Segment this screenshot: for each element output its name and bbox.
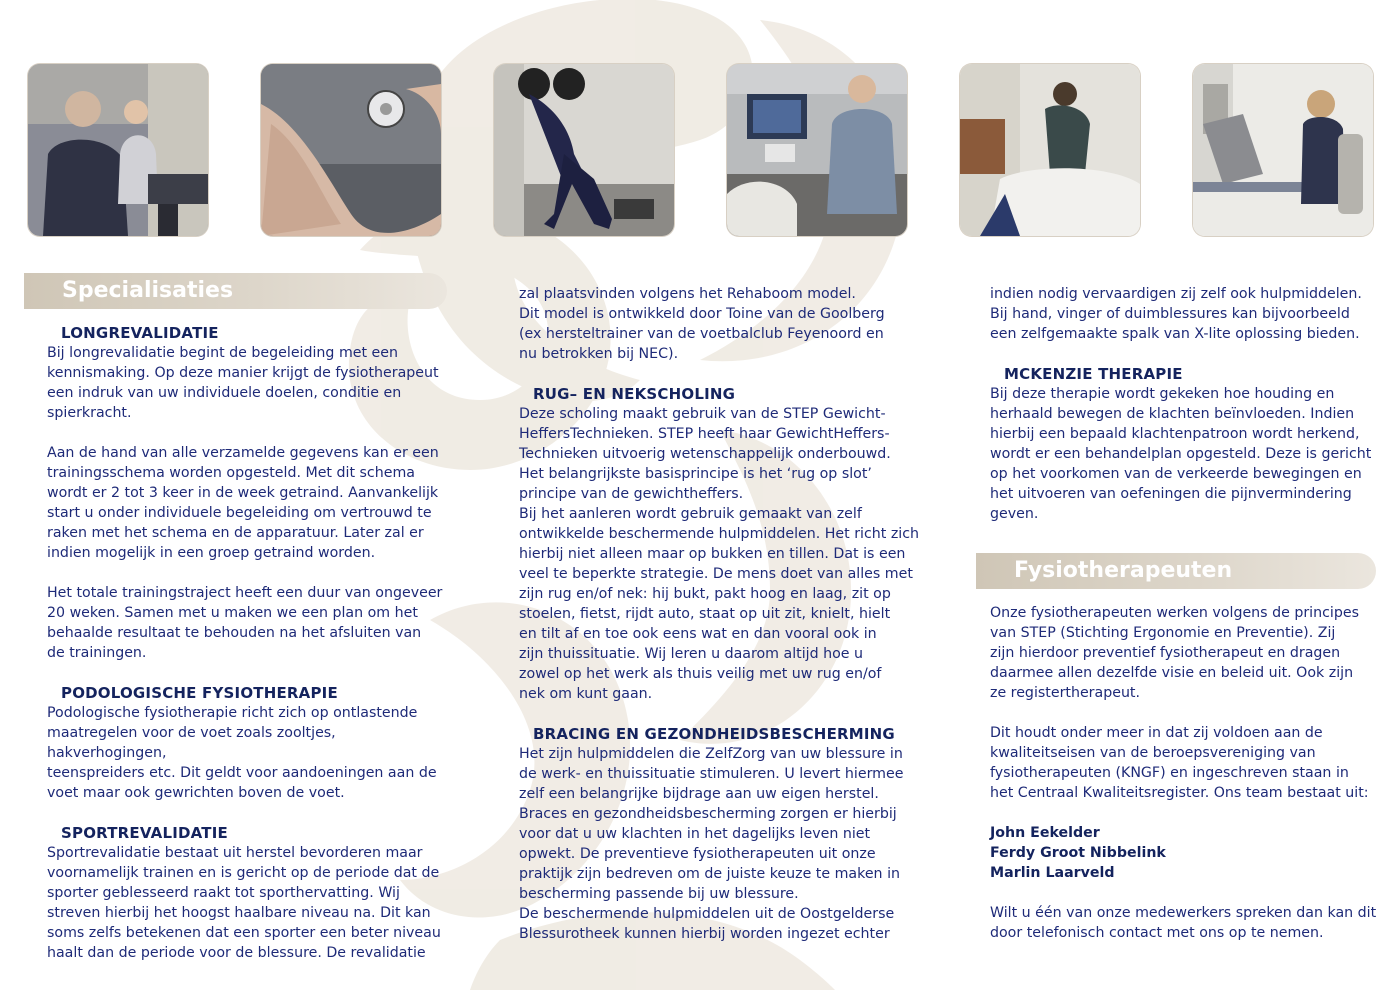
column-middle xyxy=(519,284,939,944)
heading-mckenzie-therapie: MCKENZIE THERAPIE xyxy=(1004,365,1183,383)
paragraph: zal plaatsvinden volgens het Rehaboom model. Dit model is ontwikkeld door Toine van de Goolberg (ex hersteltrainer van de voetbalclub Feyenoord en nu betrokken bij NEC). xyxy=(519,286,885,362)
paragraph: Onze fysiotherapeuten werken volgens de principes van STEP (Stichting Ergonomie en Preventie). Zij zijn hierdoor preventief fysiotherapeut en dragen daarmee allen dezelfde visie en beleid uit. Ook zijn ze registertherapeut. xyxy=(990,605,1359,701)
paragraph: Deze scholing maakt gebruik van de STEP Gewicht- HeffersTechnieken. STEP heeft haar GewichtHeffers- Technieken uitvoerig wetenschappelijk onderbouwd. Het belangrijkste basisprincipe is het ‘rug op slot’ principe van de gewichtheffers. Bij het aanleren wordt gebruik gemaakt van zelf ontwikkelde beschermende hulpmiddelen. Het richt zich hierbij niet alleen maar op bukken en tillen. Dat is een veel te beperkte strategie. De mens doet van alles met zijn rug en/of nek: hij bukt, pakt hoog en laag, zit op stoelen, fietst, rijdt auto, staat op uit zit, knielt, hielt en tilt af en toe ook eens wat en dan vooral ook in zijn thuissituatie. Wij leren u daarom altijd hoe u zowel op het werk als thuis veilig met uw rug en/of nek om kunt gaan. xyxy=(519,406,920,702)
heading-podologische-fysiotherapie: PODOLOGISCHE FYSIOTHERAPIE xyxy=(61,684,338,702)
section-header-specialisaties xyxy=(24,273,447,309)
column-right xyxy=(990,284,1380,524)
section-header-fysiotherapeuten xyxy=(976,553,1376,589)
paragraph: Podologische fysiotherapie richt zich op ontlastende maatregelen voor de voet zoals zooltjes, hakverhogingen, teenspreiders etc. Dit geldt voor aandoeningen aan de voet maar ook gewrichten boven de voet. xyxy=(47,705,437,801)
photo-image xyxy=(28,64,208,236)
paragraph: Dit houdt onder meer in dat zij voldoen aan de kwaliteitseisen van de beroepsvereniging van fysiotherapeuten (KNGF) en ingeschreven staan in het Centraal Kwaliteitsregister. Ons team bestaat uit: xyxy=(990,725,1369,801)
paragraph: Bij deze therapie wordt gekeken hoe houding en herhaald bewegen de klachten beïnvloeden. Indien hierbij een bepaald klachtenpatroon wordt herkend, wordt er een behandelplan opgesteld. Deze is gericht op het voorkomen van de verkeerde bewegingen en het uitvoeren van oefeningen die pijnvermindering geven. xyxy=(990,386,1372,522)
photo-longrevalidatie xyxy=(28,64,208,236)
photo-image xyxy=(494,64,674,236)
heading-longrevalidatie: LONGREVALIDATIE xyxy=(61,324,219,342)
photo-sportrevalidatie xyxy=(494,64,674,236)
team-member: Marlin Laarveld xyxy=(990,865,1115,881)
heading-bracing: BRACING EN GEZONDHEIDSBESCHERMING xyxy=(533,725,895,743)
heading-sportrevalidatie: SPORTREVALIDATIE xyxy=(61,824,228,842)
paragraph: Aan de hand van alle verzamelde gegevens kan er een trainingsschema worden opgesteld. Met dit schema wordt er 2 tot 3 keer in de week getraind. Aanvankelijk start u onder individuele begeleiding om vertrouwd te raken met het schema en de apparatuur. Later zal er indien mogelijk in een groep getraind worden. xyxy=(47,445,439,561)
heading-rug-en-nekscholing: RUG– EN NEKSCHOLING xyxy=(533,385,736,403)
photo-image xyxy=(960,64,1140,236)
photo-ergonomie xyxy=(1193,64,1373,236)
photo-image xyxy=(261,64,441,236)
paragraph: indien nodig vervaardigen zij zelf ook hulpmiddelen. Bij hand, vinger of duimblessures kan bijvoorbeeld een zelfgemaakte spalk van X-lite oplossing bieden. xyxy=(990,286,1362,342)
team-member: Ferdy Groot Nibbelink xyxy=(990,845,1166,861)
paragraph: Bij longrevalidatie begint de begeleiding met een kennismaking. Op deze manier krijgt de fysiotherapeut een indruk van uw individuele doelen, conditie en spierkracht. xyxy=(47,345,439,421)
photo-podologie xyxy=(261,64,441,236)
paragraph: Het zijn hulpmiddelen die ZelfZorg van uw blessure in de werk- en thuissituatie stimuleren. U levert hiermee zelf een belangrijke bijdrage aan uw eigen herstel. Braces en gezondheidsbescherming zorgen er hierbij voor dat u uw klachten in het dagelijks leven niet opwekt. De preventieve fysiotherapeuten uit onze praktijk zijn bedreven om de juiste keuze te maken in bescherming passende bij uw blessure. De beschermende hulpmiddelen uit de Oostgelderse Blessurotheek kunnen hierbij worden ingezet echter xyxy=(519,746,904,942)
paragraph: Wilt u één van onze medewerkers spreken dan kan dit door telefonisch contact met ons op te nemen. xyxy=(990,905,1377,941)
section-title: Specialisaties xyxy=(62,278,234,303)
paragraph: Het totale trainingstraject heeft een duur van ongeveer 20 weken. Samen met u maken we een plan om het behaalde resultaat te behouden na het afsluiten van de trainingen. xyxy=(47,585,443,661)
paragraph: Sportrevalidatie bestaat uit herstel bevorderen maar voornamelijk trainen en is gericht op de periode dat de sporter geblesseerd raakt tot sporthervatting. Wij streven hierbij het hoogst haalbare niveau na. Dit kan soms zelfs betekenen dat een sporter een beter niveau haalt dan de periode voor de blessure. De revalidatie xyxy=(47,845,441,961)
photo-image xyxy=(727,64,907,236)
photo-image xyxy=(1193,64,1373,236)
column-right-lower xyxy=(990,603,1380,943)
team-list xyxy=(990,823,1380,883)
column-left xyxy=(47,323,447,963)
photo-behandeling xyxy=(960,64,1140,236)
team-member: John Eekelder xyxy=(990,825,1100,841)
section-title: Fysiotherapeuten xyxy=(1014,558,1233,583)
photo-computer xyxy=(727,64,907,236)
photo-strip xyxy=(0,0,1400,250)
